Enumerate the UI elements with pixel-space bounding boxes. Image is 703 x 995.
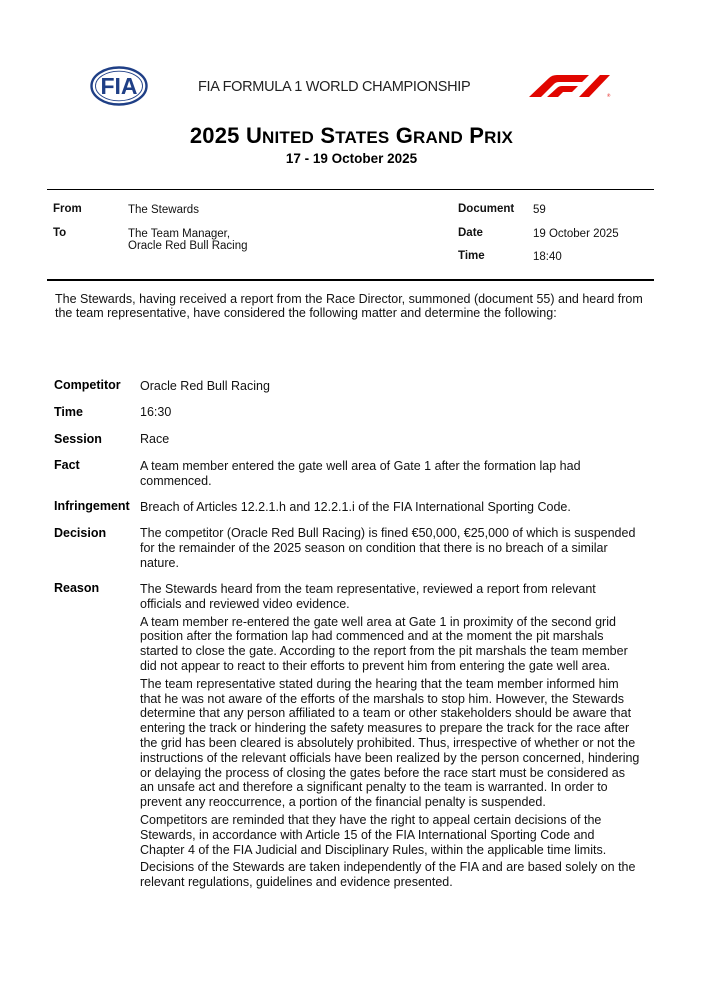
from-label: From: [53, 203, 82, 215]
decision-value: The competitor (Oracle Red Bull Racing) is fined €50,000, €25,000 of which is suspended for the remainder of the 2025 season on condition that there is no breach of a similar nature.: [140, 526, 636, 570]
championship-title: FIA FORMULA 1 WORLD CHAMPIONSHIP: [198, 79, 471, 95]
to-value-line2: Oracle Red Bull Racing: [128, 240, 248, 252]
event-title-word: PRIX: [469, 123, 514, 148]
fia-logo-icon: [90, 66, 148, 106]
intro-paragraph: The Stewards, having received a report from the Race Director, summoned (document 55) and heard from the team representative, have considered the following matter and determine the following:: [55, 292, 643, 321]
reason-paragraph: Competitors are reminded that they have the right to appeal certain decisions of the Stewards, in accordance with Article 15 of the FIA International Sporting Code and Chapter 4 of the FIA Judicial and Disciplinary Rules, within the applicable time limits.: [140, 812, 607, 857]
reason-paragraph: The team representative stated during the hearing that the team member informed him that he was not aware of the efforts of the marshals to stop him. However, the Stewards determine that any person affiliated to a team or other stakeholders should be aware that entering the track or hindering the safety measures to prepare the track for the race after the grid has been cleared is absolutely prohibited. Thus, irrespective of whether or not the instructions of the relevant officials have been realized by the person concerned, hindering or delaying the process of closing the gates before the race start must be considered as an unsafe act and therefore a significant penalty to the team is warranted. In order to prevent any reoccurrence, a portion of the financial penalty is suspended.: [140, 676, 640, 810]
session-label: Session: [54, 432, 102, 446]
infringement-label: Infringement: [54, 499, 130, 513]
time-label: Time: [458, 250, 485, 262]
decision-label: Decision: [54, 526, 107, 540]
reason-value: [140, 582, 640, 893]
event-title: [0, 123, 703, 149]
session-value: Race: [140, 432, 170, 446]
reason-paragraph: The Stewards heard from the team representative, reviewed a report from relevant officials and reviewed video evidence.: [140, 582, 596, 611]
infringement-value: Breach of Articles 12.2.1.h and 12.2.1.i of the FIA International Sporting Code.: [140, 500, 571, 514]
event-dates: 17 - 19 October 2025: [285, 151, 418, 166]
time-row-label: Time: [54, 405, 83, 419]
document-value: 59: [533, 204, 546, 216]
to-value-line1: The Team Manager,: [128, 228, 231, 240]
time-row-value: 16:30: [140, 405, 172, 419]
divider-top: [47, 189, 654, 190]
fact-value: A team member entered the gate well area of Gate 1 after the formation lap had commenced.: [140, 459, 581, 488]
competitor-value: Oracle Red Bull Racing: [140, 379, 270, 393]
fia-logo-text: FIA: [100, 73, 138, 99]
divider-bottom: [47, 279, 654, 281]
date-label: Date: [458, 227, 483, 239]
reason-label: Reason: [54, 581, 100, 595]
from-value: The Stewards: [128, 204, 199, 216]
reason-paragraph: A team member re-entered the gate well area at Gate 1 in proximity of the second grid position after the formation lap had commenced and at the moment the pit marshals started to close the gate. According to the report from the pit marshals the team member did not appear to react to their efforts to prevent him from entering the gate well area.: [140, 614, 628, 673]
competitor-label: Competitor: [54, 378, 121, 392]
event-title-year: 2025: [189, 123, 240, 148]
document-label: Document: [458, 203, 515, 215]
svg-text:®: ®: [607, 93, 611, 98]
reason-paragraph: Decisions of the Stewards are taken independently of the FIA and are based solely on the relevant regulations, guidelines and evidence presented.: [140, 860, 636, 890]
event-title-word: UNITED: [245, 123, 315, 148]
event-title-word: STATES: [320, 123, 390, 148]
f1-logo-icon: [527, 74, 611, 98]
fact-label: Fact: [54, 458, 80, 472]
time-value: 18:40: [533, 251, 562, 263]
event-title-word: GRAND: [395, 123, 463, 148]
to-label: To: [53, 227, 67, 239]
date-value: 19 October 2025: [533, 228, 619, 240]
